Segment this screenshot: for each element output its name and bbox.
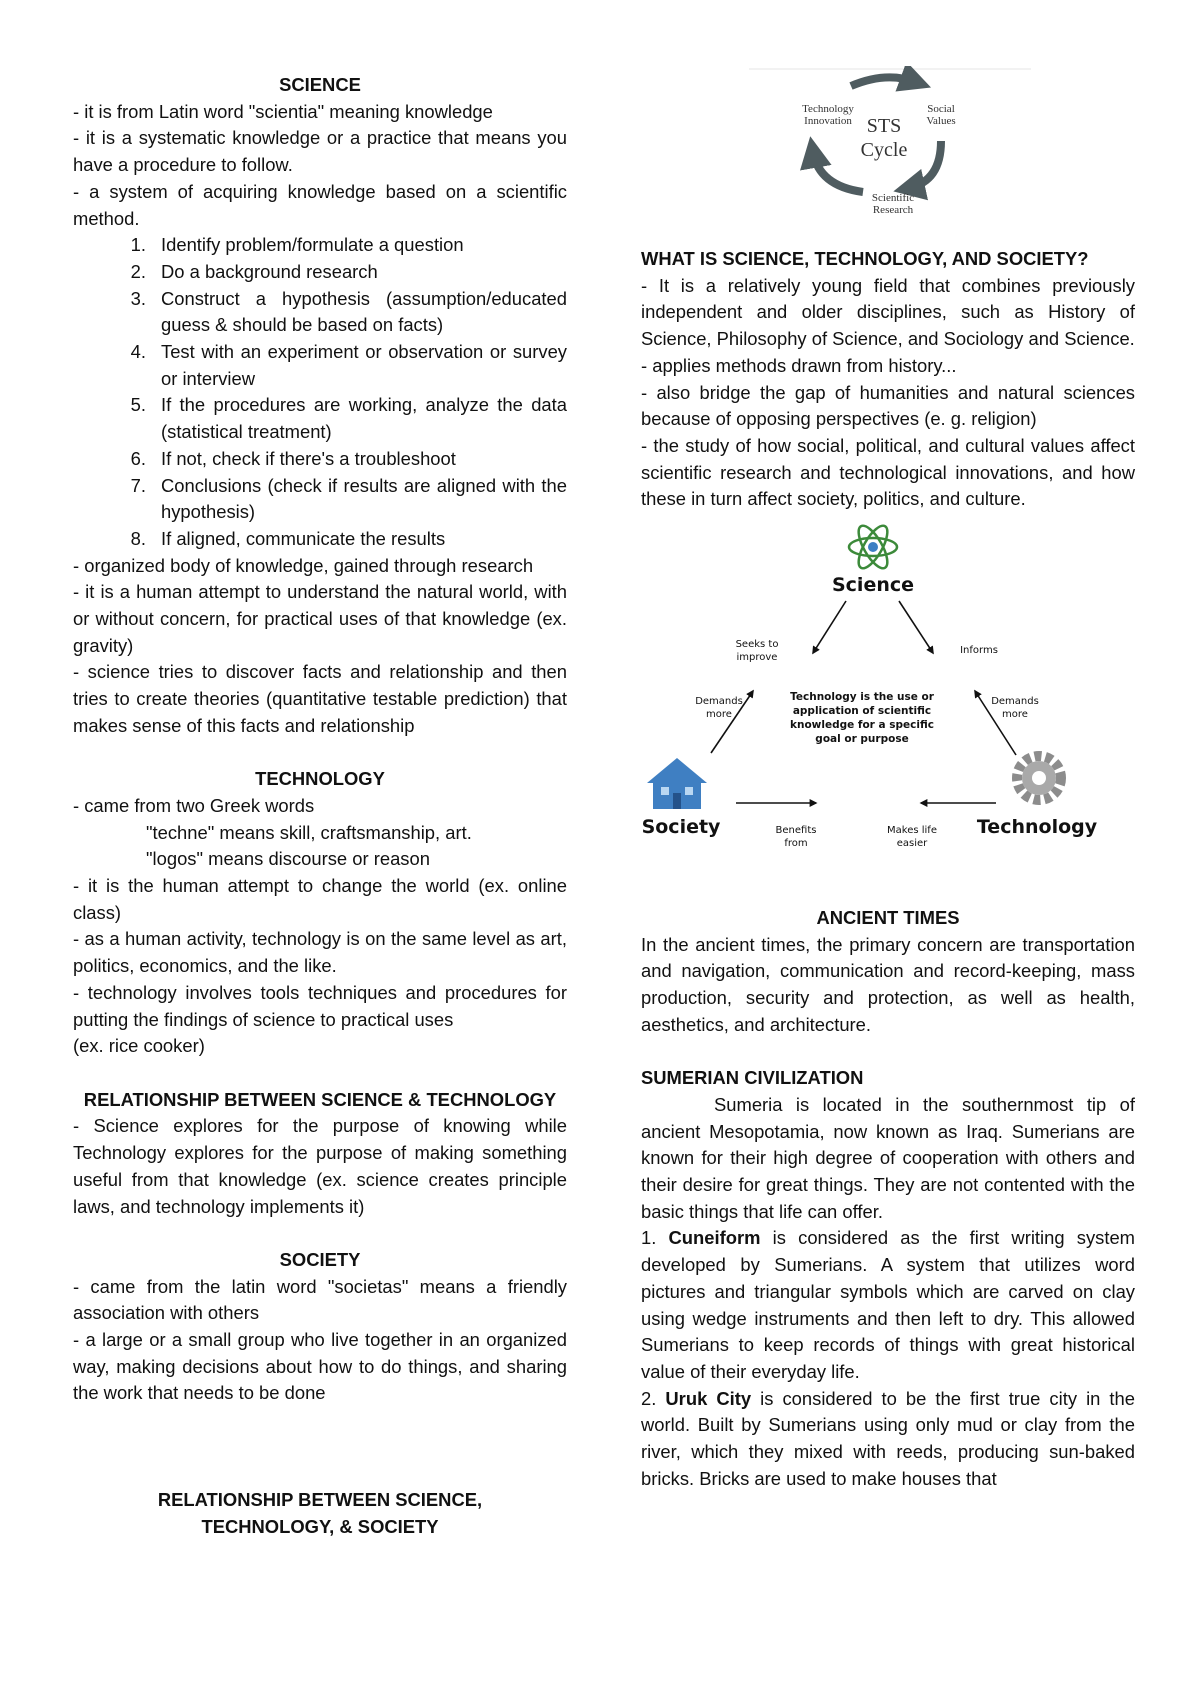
figure-center-text: Technology is the use or bbox=[790, 691, 934, 704]
item-number: 2. bbox=[641, 1387, 657, 1409]
term-text: is considered as the first writing system developed by Sumerians. A system that utilizes word pictures and triangular symbols which are carved on clay using wedge instruments and then left to dry. This allowed Sumerians to keep records of things with great historical value of their everyday life. bbox=[641, 1227, 1135, 1382]
science-line: - organized body of knowledge, gained through research bbox=[73, 554, 534, 576]
cuneiform-item bbox=[641, 1225, 1135, 1385]
science-line: - it is a systematic knowledge or a practice that means you have a procedure to follow. bbox=[73, 127, 567, 176]
figure-label: more bbox=[706, 709, 732, 721]
society-heading: SOCIETY bbox=[279, 1248, 361, 1270]
figure-label: Informs bbox=[960, 645, 998, 657]
cycle-label: Scientific bbox=[871, 192, 915, 204]
relationship-heading: RELATIONSHIP BETWEEN SCIENCE & TECHNOLOGY bbox=[83, 1088, 557, 1110]
tech-line: - technology involves tools techniques and procedures for putting the findings of science to practical uses bbox=[73, 981, 567, 1030]
scientific-method-list bbox=[73, 232, 567, 552]
cycle-arrow bbox=[851, 77, 916, 86]
left-column bbox=[73, 72, 567, 1541]
list-item: 8. If aligned, communicate the results bbox=[130, 527, 446, 549]
sts-line: - applies methods drawn from history... bbox=[641, 354, 957, 376]
technology-node-label: Technology bbox=[976, 816, 1098, 839]
science-heading: SCIENCE bbox=[279, 74, 361, 95]
house-icon bbox=[647, 758, 707, 809]
relationship-text: - Science explores for the purpose of knowing while Technology explores for the purpose of making something useful from that knowledge (ex. science creates principle laws, and technology implements it) bbox=[73, 1115, 567, 1217]
figure-center-text: goal or purpose bbox=[815, 733, 909, 746]
cycle-label: Research bbox=[872, 204, 914, 216]
figure-center-text: knowledge for a specific bbox=[790, 719, 934, 732]
sts-relationship-heading-line: RELATIONSHIP BETWEEN SCIENCE, bbox=[157, 1489, 483, 1511]
science-node-label: Science bbox=[831, 574, 915, 597]
list-item: 3. Construct a hypothesis (assumption/educated guess & should be based on facts) bbox=[130, 287, 567, 336]
cycle-center-label: STS bbox=[866, 115, 902, 137]
atom-icon bbox=[849, 522, 897, 573]
tech-origin: - came from two Greek words bbox=[73, 794, 315, 816]
sts-cycle-figure bbox=[641, 66, 1135, 226]
figure-label: easier bbox=[896, 838, 928, 850]
figure-center-text: application of scientific bbox=[792, 705, 932, 718]
list-item: 2. Do a background research bbox=[130, 260, 378, 282]
techne-definition: "techne" means skill, craftsmanship, art. bbox=[146, 821, 472, 843]
figure-label: Seeks to bbox=[735, 639, 779, 651]
sts-relationship-heading-line: TECHNOLOGY, & SOCIETY bbox=[201, 1515, 439, 1537]
term-text: is considered to be the first true city in the world. Built by Sumerians using only mud or clay from the river, which they mixed with reeds, producing sun-baked bricks. Bricks are used to make houses that bbox=[641, 1387, 1135, 1489]
list-item: 4. Test with an experiment or observation or survey or interview bbox=[130, 341, 567, 389]
figure-label: Makes life bbox=[887, 825, 937, 837]
gear-icon bbox=[1017, 756, 1061, 800]
sumerian-heading: SUMERIAN CIVILIZATION bbox=[641, 1067, 864, 1089]
cycle-center-label: Cycle bbox=[860, 139, 908, 161]
figure-label: Benefits bbox=[775, 825, 817, 837]
list-item: 1. Identify problem/formulate a question bbox=[130, 234, 464, 256]
cycle-label: Values bbox=[926, 115, 956, 127]
sts-heading: WHAT IS SCIENCE, TECHNOLOGY, AND SOCIETY? bbox=[641, 248, 1089, 269]
tech-line: - as a human activity, technology is on the same level as art, politics, economics, and the like. bbox=[73, 928, 567, 977]
list-item: 6. If not, check if there's a troubleshoot bbox=[130, 447, 456, 469]
cycle-arrow bbox=[813, 152, 863, 192]
sts-relationship-heading bbox=[73, 1487, 567, 1540]
sts-triangle-figure bbox=[641, 513, 1135, 865]
science-line: - a system of acquiring knowledge based on a scientific method. bbox=[73, 180, 567, 229]
sts-line: - also bridge the gap of humanities and natural sciences because of opposing perspectives (e. g. religion) bbox=[641, 381, 1135, 430]
ancient-text: In the ancient times, the primary concern are transportation and navigation, communication and record-keeping, mass production, security and protection, as well as health, aesthetics, and architecture. bbox=[641, 933, 1135, 1035]
science-line: - it is a human attempt to understand the natural world, with or without concern, for practical uses of that knowledge (ex. gravity) bbox=[73, 581, 567, 656]
cycle-label: Technology bbox=[802, 103, 854, 115]
cycle-label: Social bbox=[927, 103, 955, 115]
logos-definition: "logos" means discourse or reason bbox=[146, 848, 430, 870]
figure-label: improve bbox=[736, 652, 778, 664]
cycle-arrow bbox=[909, 141, 941, 188]
society-line: - a large or a small group who live together in an organized way, making decisions about how to do things, and sharing the work that needs to be done bbox=[73, 1329, 567, 1404]
figure-label: more bbox=[1002, 709, 1028, 721]
science-line: - science tries to discover facts and relationship and then tries to create theories (quantitative testable prediction) that makes sense of this facts and relationship bbox=[73, 661, 567, 736]
list-item: 7. Conclusions (check if results are aligned with the hypothesis) bbox=[130, 474, 567, 523]
uruk-item bbox=[641, 1386, 1135, 1493]
item-number: 1. bbox=[641, 1227, 657, 1249]
cycle-label: Innovation bbox=[804, 115, 852, 127]
ancient-heading: ANCIENT TIMES bbox=[816, 907, 960, 929]
society-line: - came from the latin word "societas" means a friendly association with others bbox=[73, 1275, 567, 1324]
tech-line: (ex. rice cooker) bbox=[73, 1035, 205, 1057]
informs-arrow bbox=[899, 601, 933, 653]
science-line: - it is from Latin word "scientia" meaning knowledge bbox=[73, 100, 493, 122]
society-node-label: Society bbox=[641, 816, 721, 839]
right-column bbox=[641, 72, 1135, 1492]
technology-heading: TECHNOLOGY bbox=[255, 768, 385, 790]
figure-label: Demands bbox=[695, 696, 743, 708]
term: Uruk City bbox=[665, 1387, 752, 1409]
term: Cuneiform bbox=[668, 1227, 761, 1249]
figure-label: from bbox=[784, 838, 808, 850]
sts-line: - the study of how social, political, and cultural values affect scientific research and technological innovations, and how these in turn affect society, politics, and culture. bbox=[641, 434, 1135, 510]
list-item: 5. If the procedures are working, analyze the data (statistical treatment) bbox=[130, 394, 567, 443]
figure-label: Demands bbox=[991, 696, 1039, 708]
sts-line: - It is a relatively young field that combines previously independent and older disciplines, such as History of Science, Philosophy of Science, and Sociology and Science. bbox=[641, 274, 1135, 350]
tech-line: - it is the human attempt to change the world (ex. online class) bbox=[73, 875, 567, 923]
sumerian-intro: Sumeria is located in the southernmost tip of ancient Mesopotamia, now known as Iraq. Sumerians are known for their high degree of cooperation with others and their desire for great things. They are not contented with the basic things that life can offer. bbox=[641, 1093, 1135, 1222]
seeks-arrow bbox=[813, 601, 846, 653]
